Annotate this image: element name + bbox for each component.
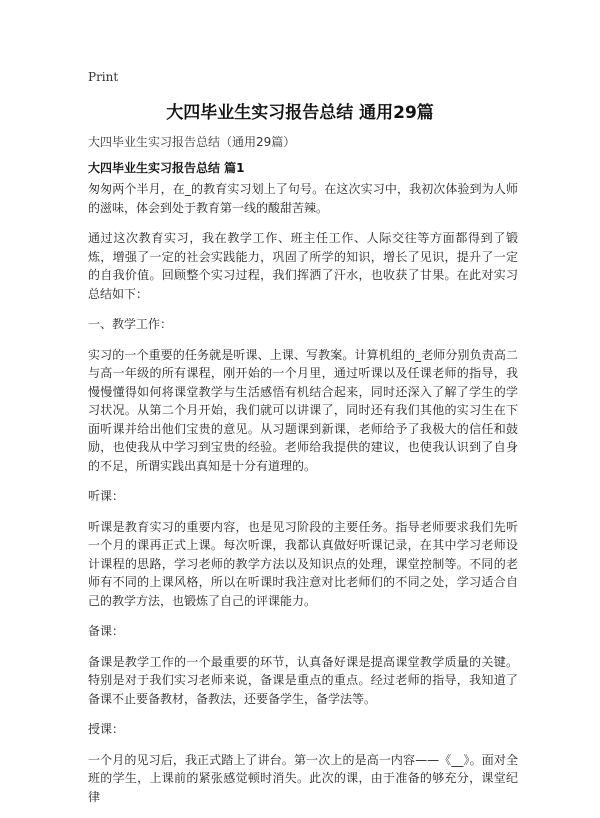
document-title: 大四毕业生实习报告总结 通用29篇: [166, 103, 434, 123]
paragraph: 通过这次教育实习，我在教学工作、班主任工作、人际交往等方面都得到了锻炼，增强了一定的社会实践能力，巩固了所学的知识，增长了见识，提升了一定的自我价值。回顾整个实习过程，我们挥洒了汗水，也收获了甘果。在此对实习总结如下：: [88, 231, 518, 301]
section-heading: 大四毕业生实习报告总结 篇1: [88, 161, 245, 175]
paragraph: 实习的一个重要的任务就是听课、上课、写教案。计算机组的_老师分别负责高二与高一年级的所有课程，刚开始的一个月里，通过听课以及任课老师的指导，我慢慢懂得如何将课堂教学与生活感悟有机结合起来，同时还深入了解了学生的学习状况。从第二个月开始，我们就可以讲课了，同时还有我们其他的实习生在下面听课并给出他们宝贵的意见。从习题课到新课，老师给予了我极大的信任和鼓励，也使我从中学习到宝贵的经验。老师给我提供的建议，也使我认识到了自身的不足，所谓实践出真知是十分有道理的。: [88, 347, 518, 473]
paragraph: 备课是教学工作的一个最重要的环节，认真备好课是提高课堂教学质量的关键。特别是对于我们实习老师来说，备课是重点的重点。经过老师的指导，我知道了备课不止要备教材，备教法，还要备学生，备学法等。: [88, 654, 518, 706]
document-subtitle: 大四毕业生实习报告总结（通用29篇）: [88, 135, 296, 149]
document-body: [88, 180, 518, 818]
subsection-heading: 一、教学工作：: [88, 317, 173, 331]
paragraph: 听课是教育实习的重要内容，也是见习阶段的主要任务。指导老师要求我们先听一个月的课再正式上课。每次听课，我都认真做好听课记录，在其中学习老师设计课程的思路，学习老师的教学方法以及知识点的处理，课堂控制等。不同的老师有不同的上课风格，所以在听课时我注意对比老师们的不同之处，学习适合自己的教学方法，也锻炼了自己的评课能力。: [88, 519, 518, 608]
paragraph: 匆匆两个半月，在_的教育实习划上了句号。在这次实习中，我初次体验到为人师的滋味，体会到处于教育第一线的酸甜苦辣。: [88, 182, 518, 215]
paragraph: 一个月的见习后，我正式踏上了讲台。第一次上的是高一内容——《__》。面对全班的学生，上课前的紧张感觉顿时消失。此次的课，由于准备的够充分，课堂纪律: [88, 752, 518, 804]
subsection-heading: 授课：: [88, 722, 125, 736]
print-label: Print: [88, 70, 119, 84]
subsection-heading: 听课：: [88, 489, 125, 503]
subsection-heading: 备课：: [88, 624, 125, 638]
